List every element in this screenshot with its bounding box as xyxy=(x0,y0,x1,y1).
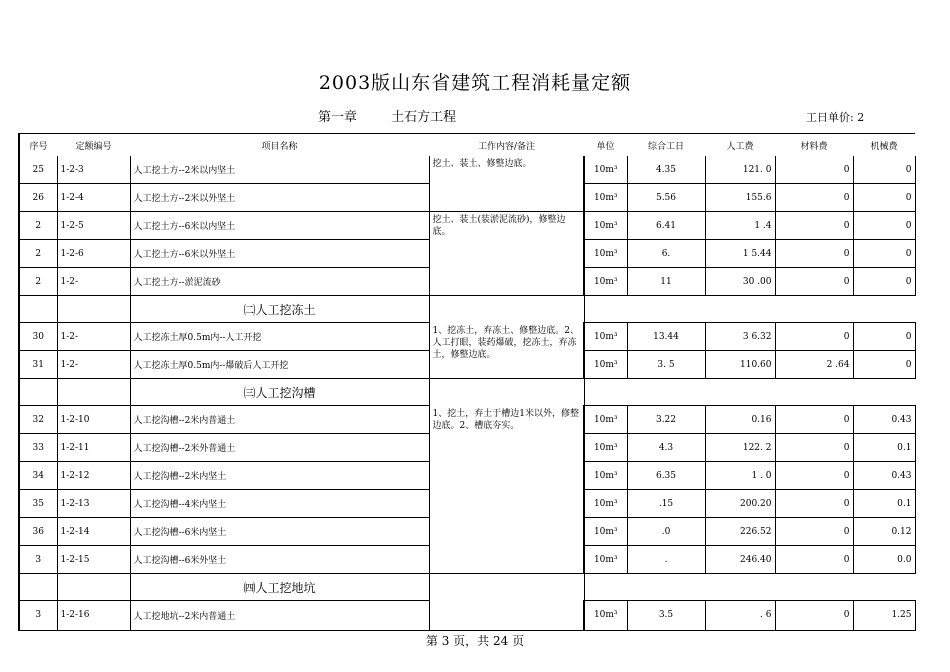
section-row xyxy=(19,379,915,406)
quota-code: 1-2- xyxy=(57,323,130,351)
row-number: 35 xyxy=(19,490,57,518)
section-title: ㈡人工挖冻土 xyxy=(130,296,429,323)
unit-cell: 10m³ xyxy=(584,434,627,462)
unit-cell: 10m³ xyxy=(584,240,627,268)
column-header: 定额编号 xyxy=(57,134,130,157)
labor-days: 6.41 xyxy=(627,212,705,240)
unit-cell: 10m³ xyxy=(584,490,627,518)
quota-code: 1-2- xyxy=(57,351,130,379)
material-cost: 0 xyxy=(775,184,853,212)
labor-cost: . 6 xyxy=(705,601,775,631)
labor-cost: 1 .4 xyxy=(705,212,775,240)
quota-code: 1-2-10 xyxy=(57,406,130,434)
machine-cost: 0.1 xyxy=(853,434,915,462)
machine-cost: 0.43 xyxy=(853,406,915,434)
quota-code: 1-2-3 xyxy=(57,156,130,184)
labor-days: . xyxy=(627,546,705,574)
item-name: 人工挖沟槽--2米内普通土 xyxy=(130,406,429,434)
unit-cell: 10m³ xyxy=(584,184,627,212)
chapter-number: 第一章 xyxy=(318,110,358,125)
labor-days: 5.56 xyxy=(627,184,705,212)
labor-cost: 1 5.44 xyxy=(705,240,775,268)
chapter-heading xyxy=(318,106,486,125)
labor-cost: 246.40 xyxy=(705,546,775,574)
unit-cell: 10m³ xyxy=(584,156,627,184)
table-row xyxy=(19,406,915,434)
unit-cell: 10m³ xyxy=(584,462,627,490)
unit-cell: 10m³ xyxy=(584,351,627,379)
quota-code: 1-2-14 xyxy=(57,518,130,546)
item-name: 人工挖沟槽--2米内坚土 xyxy=(130,462,429,490)
item-name: 人工挖冻土厚0.5m内--爆破后人工开挖 xyxy=(130,351,429,379)
unit-price: 工日单价: 2 xyxy=(806,111,865,124)
item-name: 人工挖沟槽--6米外坚土 xyxy=(130,546,429,574)
work-content: 挖土、装土(装淤泥流砂)，修整边底。 xyxy=(429,212,584,296)
labor-days: 3. 5 xyxy=(627,351,705,379)
labor-days: 4.3 xyxy=(627,434,705,462)
material-cost: 0 xyxy=(775,406,853,434)
section-row xyxy=(19,296,915,323)
labor-days: 6.35 xyxy=(627,462,705,490)
material-cost: 0 xyxy=(775,601,853,631)
row-number: 34 xyxy=(19,462,57,490)
row-number: 31 xyxy=(19,351,57,379)
item-name: 人工挖沟槽--6米内坚土 xyxy=(130,518,429,546)
item-name: 人工挖冻土厚0.5m内--人工开挖 xyxy=(130,323,429,351)
column-header: 人工费 xyxy=(705,134,775,157)
labor-days: 3.5 xyxy=(627,601,705,631)
material-cost: 0 xyxy=(775,268,853,296)
labor-days: 11 xyxy=(627,268,705,296)
unit-cell: 10m³ xyxy=(584,212,627,240)
material-cost: 2 .64 xyxy=(775,351,853,379)
labor-cost: 3 6.32 xyxy=(705,323,775,351)
row-number: 30 xyxy=(19,323,57,351)
material-cost: 0 xyxy=(775,462,853,490)
quota-code: 1-2-15 xyxy=(57,546,130,574)
unit-cell: 10m³ xyxy=(584,268,627,296)
row-number: 32 xyxy=(19,406,57,434)
quota-table xyxy=(18,133,916,631)
machine-cost: 0.12 xyxy=(853,518,915,546)
item-name: 人工挖地坑--2米内普通土 xyxy=(130,601,429,631)
labor-cost: 0.16 xyxy=(705,406,775,434)
row-number: 26 xyxy=(19,184,57,212)
column-header: 材料费 xyxy=(775,134,853,157)
labor-cost: 155.6 xyxy=(705,184,775,212)
labor-days: 6. xyxy=(627,240,705,268)
row-number: 2 xyxy=(19,212,57,240)
material-cost: 0 xyxy=(775,240,853,268)
material-cost: 0 xyxy=(775,490,853,518)
column-header: 综合工日 xyxy=(627,134,705,157)
section-title: ㈣人工挖地坑 xyxy=(130,574,429,601)
labor-cost: 110.60 xyxy=(705,351,775,379)
header-row xyxy=(19,134,915,157)
row-number: 2 xyxy=(19,268,57,296)
unit-cell: 10m³ xyxy=(584,601,627,631)
material-cost: 0 xyxy=(775,546,853,574)
labor-cost: 226.52 xyxy=(705,518,775,546)
machine-cost: 0 xyxy=(853,212,915,240)
column-header: 机械费 xyxy=(853,134,915,157)
machine-cost: 0 xyxy=(853,268,915,296)
item-name: 人工挖土方--2米以内坚土 xyxy=(130,156,429,184)
labor-days: 3.22 xyxy=(627,406,705,434)
machine-cost: 1.25 xyxy=(853,601,915,631)
page-footer: 第 3 页，共 24 页 xyxy=(425,634,525,648)
quota-code: 1-2-5 xyxy=(57,212,130,240)
row-number: 25 xyxy=(19,156,57,184)
machine-cost: 0.0 xyxy=(853,546,915,574)
quota-code: 1-2-4 xyxy=(57,184,130,212)
table-row xyxy=(19,212,915,240)
labor-days: 4.35 xyxy=(627,156,705,184)
item-name: 人工挖土方--6米以外坚土 xyxy=(130,240,429,268)
item-name: 人工挖沟槽--4米内坚土 xyxy=(130,490,429,518)
labor-cost: 1 . 0 xyxy=(705,462,775,490)
quota-code: 1-2-13 xyxy=(57,490,130,518)
material-cost: 0 xyxy=(775,323,853,351)
row-number: 3 xyxy=(19,546,57,574)
work-content: 1、挖冻土，弃冻土、修整边底。2、人工打眼，装药爆破，挖冻土，弃冻土，修整边底。 xyxy=(429,323,584,379)
labor-cost: 30 .00 xyxy=(705,268,775,296)
quota-code: 1-2-12 xyxy=(57,462,130,490)
labor-days: 13.44 xyxy=(627,323,705,351)
column-header: 工作内容/备注 xyxy=(429,134,584,157)
machine-cost: 0 xyxy=(853,323,915,351)
row-number: 33 xyxy=(19,434,57,462)
section-title: ㈢人工挖沟槽 xyxy=(130,379,429,406)
column-header: 序号 xyxy=(19,134,57,157)
table-row xyxy=(19,323,915,351)
row-number: 36 xyxy=(19,518,57,546)
material-cost: 0 xyxy=(775,434,853,462)
column-header: 项目名称 xyxy=(130,134,429,157)
page-title: 2003版山东省建筑工程消耗量定额 xyxy=(318,72,632,94)
machine-cost: 0.1 xyxy=(853,490,915,518)
work-content: 1、挖土，弃土于槽边1米以外，修整边底。2、槽底夯实。 xyxy=(429,406,584,574)
column-header: 单位 xyxy=(584,134,627,157)
quota-code: 1-2-16 xyxy=(57,601,130,631)
quota-code: 1-2- xyxy=(57,268,130,296)
unit-cell: 10m³ xyxy=(584,406,627,434)
machine-cost: 0 xyxy=(853,156,915,184)
labor-cost: 200.20 xyxy=(705,490,775,518)
machine-cost: 0 xyxy=(853,184,915,212)
chapter-name: 土石方工程 xyxy=(391,110,457,125)
item-name: 人工挖土方--6米以内坚土 xyxy=(130,212,429,240)
work-content: 挖土、装土、修整边底。 xyxy=(429,156,584,212)
item-name: 人工挖土方--2米以外坚土 xyxy=(130,184,429,212)
material-cost: 0 xyxy=(775,212,853,240)
unit-cell: 10m³ xyxy=(584,518,627,546)
unit-cell: 10m³ xyxy=(584,546,627,574)
work-content xyxy=(429,601,584,631)
row-number: 3 xyxy=(19,601,57,631)
labor-cost: 121. 0 xyxy=(705,156,775,184)
section-row xyxy=(19,574,915,601)
item-name: 人工挖土方--淤泥流砂 xyxy=(130,268,429,296)
labor-days: .15 xyxy=(627,490,705,518)
machine-cost: 0 xyxy=(853,240,915,268)
table-row xyxy=(19,601,915,631)
machine-cost: 0 xyxy=(853,351,915,379)
material-cost: 0 xyxy=(775,156,853,184)
labor-cost: 122. 2 xyxy=(705,434,775,462)
material-cost: 0 xyxy=(775,518,853,546)
row-number: 2 xyxy=(19,240,57,268)
item-name: 人工挖沟槽--2米外普通土 xyxy=(130,434,429,462)
quota-code: 1-2-6 xyxy=(57,240,130,268)
unit-cell: 10m³ xyxy=(584,323,627,351)
labor-days: .0 xyxy=(627,518,705,546)
quota-code: 1-2-11 xyxy=(57,434,130,462)
table-row xyxy=(19,156,915,184)
machine-cost: 0.43 xyxy=(853,462,915,490)
